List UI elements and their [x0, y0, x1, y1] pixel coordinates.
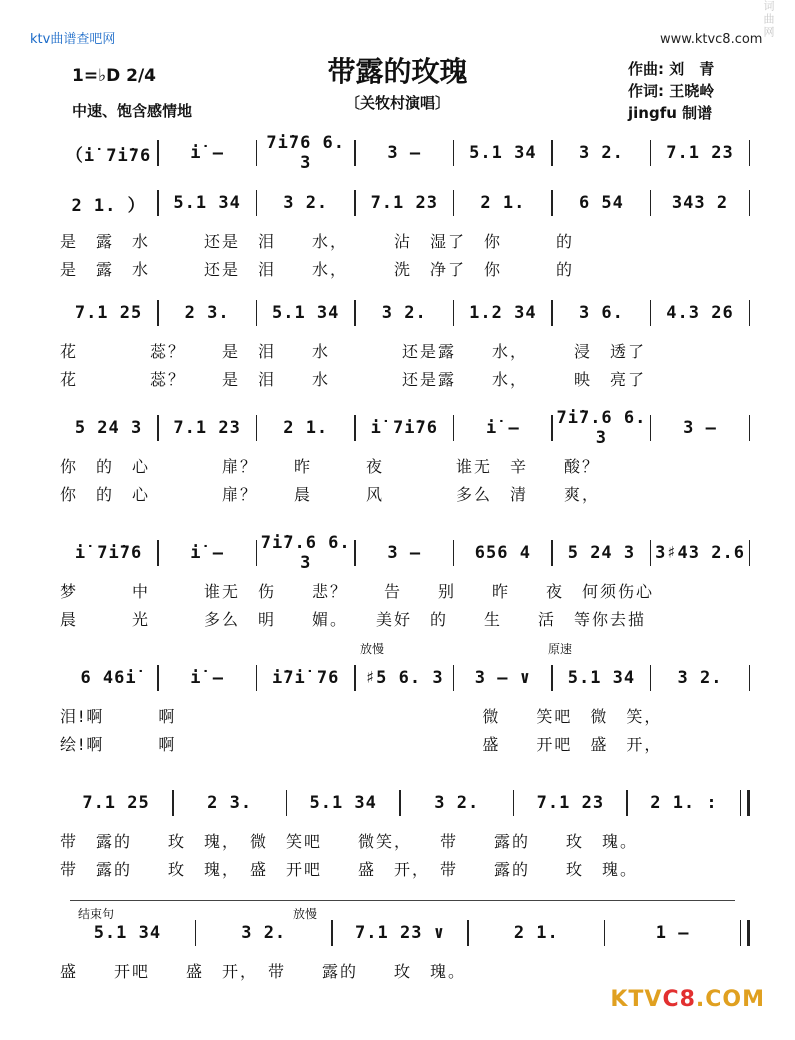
measure: 3 –: [683, 418, 717, 438]
lyric-line: 你 的 心 扉？ 晨 风 多么 清 爽，: [60, 485, 601, 504]
composer-credit: 作曲: 刘 青: [628, 60, 715, 78]
measure: 3 2.: [381, 303, 427, 323]
watermark-left: [2, 0, 16, 1040]
song-title: 带露的玫瑰: [327, 55, 468, 88]
measure: 2 1.: [283, 418, 329, 438]
lyric-line: 盛 开吧 盛 开， 带 露的 玫 瑰。: [60, 962, 467, 981]
lyric-line: 带 露的 玫 瑰， 盛 开吧 盛 开， 带 露的 玫 瑰。: [60, 860, 639, 879]
measure: 3 2.: [283, 193, 329, 213]
lyric-line: 花 蕊？ 是 泪 水 还是露 水， 浸 透了: [60, 342, 647, 361]
notation-line: [60, 660, 750, 696]
lyricist-credit: 作词: 王晓岭: [628, 82, 715, 100]
lyric-line: 你 的 心 扉？ 昨 夜 谁无 辛 酸？: [60, 457, 601, 476]
measure: 5 24 3: [74, 418, 143, 438]
measure: 7.1 23: [173, 418, 241, 438]
measure: 4.3 26: [666, 303, 734, 323]
measure: 2 1. ）: [71, 195, 146, 216]
tempo-change-original: 原速: [548, 642, 573, 656]
final-barline: [740, 920, 750, 946]
lyric-line: 绘!啊 啊 盛 开吧 盛 开，: [60, 735, 663, 754]
measure: 5.1 34: [309, 793, 377, 813]
measure: 3 –: [387, 543, 422, 563]
notation-line: [60, 410, 750, 446]
measure: i̇ –: [485, 418, 520, 438]
measure: 3 – ∨: [474, 668, 531, 688]
lyric-line: 泪!啊 啊 微 笑吧 微 笑，: [60, 707, 663, 726]
notation-line: [60, 535, 750, 571]
measure: 5 24 3: [567, 543, 636, 563]
measure: 656 4: [474, 543, 531, 563]
notation-line: [60, 785, 750, 821]
notation-line: [60, 135, 750, 171]
measure: 7.1 23: [370, 193, 438, 213]
measure: 7.1 25: [82, 793, 150, 813]
lyric-line: 花 蕊？ 是 泪 水 还是露 水， 映 亮了: [60, 370, 647, 389]
measure: 2 1. :: [650, 793, 718, 813]
measure: ♯5 6. 3: [364, 668, 444, 688]
lyric-line: 带 露的 玫 瑰， 微 笑吧 微笑， 带 露的 玫 瑰。: [60, 832, 639, 851]
song-subtitle: 〔关牧村演唱〕: [344, 94, 450, 112]
watermark-right: 词曲网: [762, 0, 775, 39]
measure: 2 1.: [513, 923, 559, 943]
site-label[interactable]: ktv曲谱查吧网: [30, 32, 116, 47]
measure: （i̇ 7i̇76: [65, 145, 152, 166]
barline: [749, 665, 751, 691]
measure: 343 2: [671, 193, 729, 213]
measure: 5.1 34: [173, 193, 241, 213]
measure: 6 46i̇: [80, 668, 137, 688]
lyric-line: 是 露 水 还是 泪 水， 沾 湿了 你 的: [60, 232, 575, 251]
lyric-line: 是 露 水 还是 泪 水， 洗 净了 你 的: [60, 260, 575, 279]
lyric-line: 梦 中 谁无 伤 悲？ 告 别 昨 夜 何须伤心: [60, 582, 655, 601]
measure: 7i̇7.6 6. 3: [556, 408, 647, 448]
measure: 7.1 23 ∨: [355, 923, 445, 943]
measure: i̇ 7i̇76: [370, 418, 438, 438]
tempo-change-slow-end: 放慢: [293, 907, 318, 921]
barline: [749, 300, 751, 326]
measure: 7.1 23: [536, 793, 605, 813]
tempo-change-slow: 放慢: [360, 642, 385, 656]
site-logo: KTVC8.COM: [610, 987, 765, 1012]
measure: i̇ 7i̇76: [74, 543, 143, 563]
measure: 7i̇76 6. 3: [266, 133, 346, 173]
measure: 3 –: [387, 143, 422, 163]
measure: 2 3.: [207, 793, 253, 813]
measure: 5.1 34: [469, 143, 537, 163]
barline: [749, 540, 751, 566]
ending-bracket: [70, 900, 735, 903]
measure: 1 –: [655, 923, 690, 943]
measure: i̇ –: [190, 543, 224, 563]
barline: [749, 415, 751, 441]
barline: [749, 190, 751, 216]
measure: 1.2 34: [469, 303, 537, 323]
site-url[interactable]: www.ktvc8.com: [660, 32, 763, 47]
notation-line: [60, 185, 750, 221]
measure: 3 2.: [578, 143, 624, 163]
measure: 3 6.: [578, 303, 624, 323]
measure: 7.1 23: [666, 143, 734, 163]
measure: 3♯43 2.6: [655, 543, 745, 563]
measure: 3 2.: [434, 793, 480, 813]
ending-label: 结束句: [78, 907, 115, 921]
measure: 7i̇7.6 6. 3: [260, 533, 351, 573]
measure: 7.1 25: [74, 303, 143, 323]
measure: 6 54: [578, 193, 624, 213]
measure: 2 3.: [184, 303, 230, 323]
measure: 5.1 34: [271, 303, 340, 323]
measure: i̇7i̇ 76: [271, 668, 340, 688]
arranger-credit: jingfu 制谱: [628, 104, 713, 122]
lyric-line: 晨 光 多么 明 媚。 美好 的 生 活 等你去描: [60, 610, 647, 629]
measure: 5.1 34: [93, 923, 162, 943]
measure: 2 1.: [480, 193, 526, 213]
final-barline: [740, 790, 750, 816]
measure: 3 2.: [241, 923, 287, 943]
measure: i̇ –: [190, 143, 224, 163]
measure: 3 2.: [677, 668, 723, 688]
barline: [749, 140, 751, 166]
notation-line: [60, 915, 750, 951]
tempo-marking: 中速、饱含感情地: [72, 102, 193, 120]
key-signature: 1=♭D 2/4: [72, 66, 156, 86]
measure: 5.1 34: [567, 668, 636, 688]
measure: i̇ –: [190, 668, 224, 688]
notation-line: [60, 295, 750, 331]
